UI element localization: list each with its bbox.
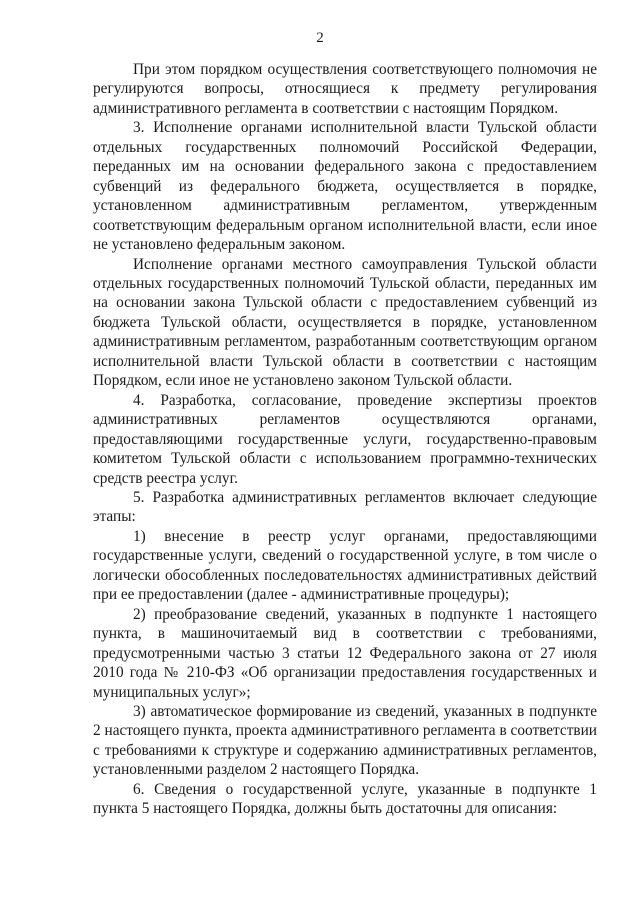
- paragraph-subitem-3: 3) автоматическое формирование из сведений, указанных в подпункте 2 настоящего пункта, проекта административного регламента в соответствии с требованиями к структуре и содержанию административных регламентов, установленными разделом 2 настоящего Порядка.: [93, 702, 597, 779]
- paragraph-subitem-2: 2) преобразование сведений, указанных в подпункте 1 настоящего пункта, в машиночитаемый вид в соответствии с требованиями, предусмотренными частью 3 статьи 12 Федерального закона от 27 июля 2010 года № 210-ФЗ «Об организации предоставления государственных и муниципальных услуг»;: [93, 605, 597, 701]
- paragraph-item-4: 4. Разработка, согласование, проведение экспертизы проектов административных регламентов осуществляются органами, предоставляющими государственные услуги, государственно-правовым комитетом Тульской области с использованием программно-технических средств реестра услуг.: [93, 391, 597, 487]
- paragraph-item-6: 6. Сведения о государственной услуге, указанные в подпункте 1 пункта 5 настоящего Порядка, должны быть достаточны для описания:: [93, 780, 597, 818]
- page-number: 2: [316, 30, 324, 46]
- paragraph-item-3: 3. Исполнение органами исполнительной власти Тульской области отдельных государственных полномочий Российской Федерации, переданных им на основании федерального закона с предоставлением субвенций из федерального бюджета, осуществляется в порядке, установленном административным регламентом, утвержденным соответствующим федеральным органом исполнительной власти, если иное не установлено федеральным законом.: [93, 119, 597, 254]
- paragraph-item-5: 5. Разработка административных регламентов включает следующие этапы:: [93, 488, 597, 526]
- paragraph-subitem-1: 1) внесение в реестр услуг органами, предоставляющими государственные услуги, сведений о государственной услуге, в том числе о логически обособленных последовательностях административных действий при ее предоставлении (далее - административные процедуры);: [93, 527, 597, 604]
- paragraph-procedure-scope: При этом порядком осуществления соответствующего полномочия не регулируются вопросы, относящиеся к предмету регулирования административного регламента в соответствии с настоящим Порядком.: [93, 61, 597, 117]
- paragraph-local-government: Исполнение органами местного самоуправления Тульской области отдельных государственных полномочий Тульской области, переданных им на основании закона Тульской области с предоставлением субвенций из бюджета Тульской области, осуществляется в порядке, установленном административным регламентом, разработанным соответствующим органом исполнительной власти Тульской области в соответствии с настоящим Порядком, если иное не установлено законом Тульской области.: [93, 255, 597, 390]
- document-body: [93, 60, 597, 819]
